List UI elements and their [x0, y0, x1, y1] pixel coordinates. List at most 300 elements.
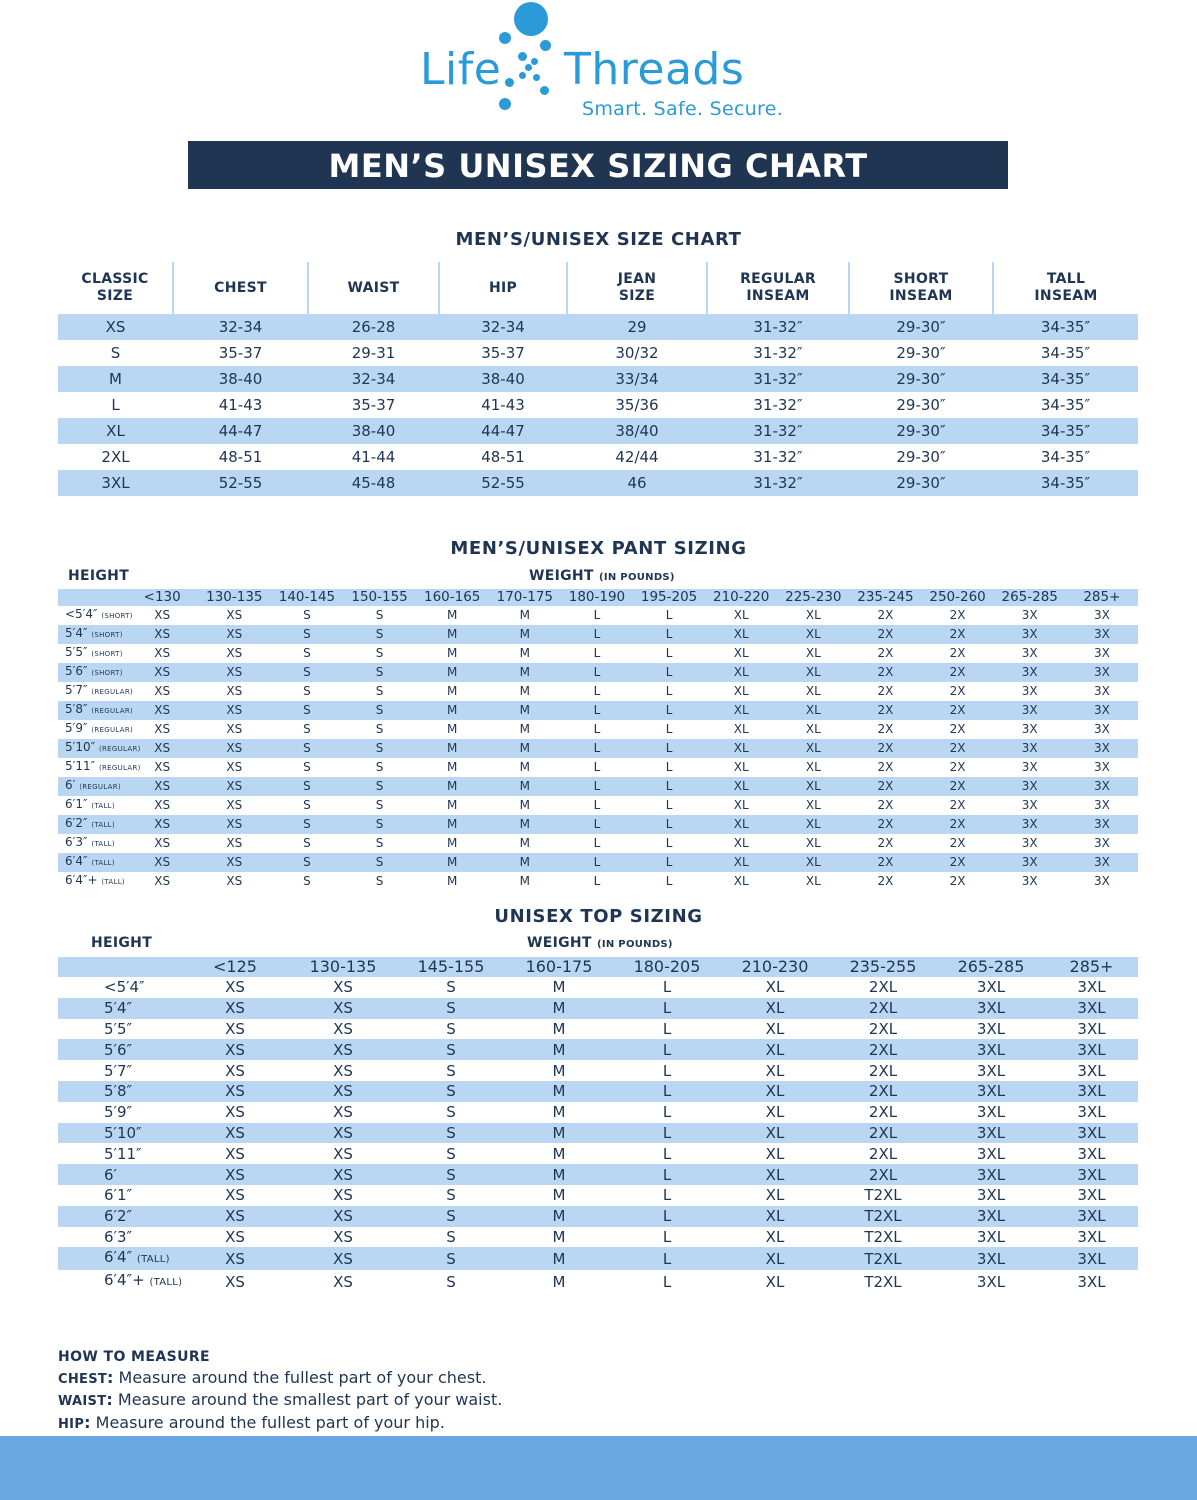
size-cell: M	[505, 1081, 613, 1102]
size-cell: 3X	[1093, 722, 1110, 736]
weight-header-cell: 150-155	[344, 589, 416, 606]
height-tag: (SHORT)	[91, 631, 123, 639]
height-value: 5′6″	[104, 1040, 133, 1059]
weight-header-cell: 180-190	[561, 589, 633, 606]
size-cell: M	[416, 853, 489, 872]
size-cell: L	[593, 760, 601, 774]
size-cell: L	[662, 1061, 672, 1080]
size-cell: L	[662, 1019, 672, 1038]
size-cell: M	[505, 1123, 613, 1144]
size-cell: L	[662, 1144, 672, 1163]
size-cell: 3XL	[1045, 1164, 1138, 1185]
size-cell: S	[303, 836, 311, 850]
height-value: 5′10″	[104, 1123, 142, 1142]
size-cell: L	[633, 739, 705, 758]
size-cell: 2X	[922, 853, 994, 872]
size-cell: XS	[226, 722, 243, 736]
size-cell: XL	[765, 1103, 785, 1122]
size-cell: L	[593, 798, 601, 812]
size-cell: 2X	[949, 874, 966, 888]
size-cell: 2X	[922, 739, 994, 758]
table-cell: 31-32″	[707, 366, 849, 392]
size-cell: 3X	[1066, 625, 1138, 644]
size-cell: 2XL	[868, 978, 898, 997]
size-cell: S	[303, 874, 311, 888]
size-cell: 3XL	[937, 1206, 1045, 1227]
size-cell: 3XL	[1045, 1123, 1138, 1144]
table-row	[58, 777, 1138, 796]
table-cell: L	[111, 396, 120, 414]
size-cell: M	[447, 684, 458, 698]
size-cell: 3X	[1021, 722, 1038, 736]
size-cell: XS	[225, 978, 245, 997]
size-cell: 2X	[877, 722, 894, 736]
weight-header-cell: 225-230	[777, 589, 849, 606]
size-cell: XL	[805, 836, 821, 850]
size-cell: XL	[721, 998, 829, 1019]
size-cell: XL	[765, 1186, 785, 1205]
size-cell: M	[447, 646, 458, 660]
size-cell: XS	[181, 1164, 289, 1185]
table-row	[58, 739, 1138, 758]
size-cell: L	[561, 663, 633, 682]
size-cell: L	[662, 1103, 672, 1122]
size-cell: M	[552, 978, 566, 997]
size-cell: S	[397, 1081, 505, 1102]
table-row	[58, 470, 1138, 496]
size-cell: L	[613, 998, 721, 1019]
weight-header-cell: 235-245	[849, 589, 921, 606]
height-cell	[58, 663, 126, 682]
height-cell	[58, 796, 126, 815]
size-cell: XS	[289, 1206, 397, 1227]
height-cell	[58, 1206, 181, 1227]
column-header-line: INSEAM	[1034, 288, 1098, 304]
table-cell: XL	[58, 418, 173, 444]
size-cell: XS	[333, 978, 353, 997]
size-cell: XS	[154, 874, 171, 888]
table-cell: 31-32″	[707, 470, 849, 496]
size-cell: L	[665, 608, 673, 622]
weight-header-cell: 285+	[1066, 589, 1138, 606]
size-cell: L	[593, 608, 601, 622]
size-cell: S	[270, 663, 343, 682]
size-cell: XS	[226, 836, 243, 850]
pant-weight-unit: (IN POUNDS)	[598, 572, 675, 583]
table-row	[58, 1039, 1138, 1060]
size-cell: 3X	[1066, 853, 1138, 872]
size-cell: M	[552, 1186, 566, 1205]
size-cell: 3X	[1093, 836, 1110, 850]
weight-header-cell: 235-255	[829, 957, 937, 977]
top-chart-title: UNISEX TOP SIZING	[494, 906, 703, 927]
table-row	[58, 418, 1138, 444]
table-row	[58, 1270, 1138, 1293]
size-cell: S	[397, 1039, 505, 1060]
size-cell: L	[633, 815, 705, 834]
height-cell	[58, 872, 126, 891]
size-cell: M	[489, 777, 561, 796]
size-cell: XS	[181, 1247, 289, 1270]
table-row	[58, 644, 1138, 663]
size-cell: XL	[705, 853, 777, 872]
size-cell: XS	[225, 1144, 245, 1163]
size-cell: XL	[805, 874, 821, 888]
table-cell: 38-40	[439, 366, 567, 392]
size-cell: 2X	[877, 798, 894, 812]
size-cell: M	[505, 1206, 613, 1227]
size-cell: 3XL	[937, 1039, 1045, 1060]
size-cell: 3X	[1093, 798, 1110, 812]
size-cell: XS	[198, 663, 270, 682]
size-cell: XS	[126, 739, 198, 758]
size-cell: S	[397, 1164, 505, 1185]
size-cell: T2XL	[864, 1272, 902, 1291]
size-cell: XL	[777, 739, 849, 758]
size-cell: XL	[777, 625, 849, 644]
weight-header-row	[58, 957, 1138, 977]
height-value: 6′1″	[65, 797, 88, 811]
height-value: 5′8″	[104, 1082, 133, 1101]
weight-header-cell: <125	[181, 957, 289, 977]
size-cell: S	[446, 1227, 456, 1246]
size-cell: L	[662, 1186, 672, 1205]
size-cell: L	[665, 646, 673, 660]
table-row	[58, 758, 1138, 777]
size-cell: M	[447, 722, 458, 736]
table-cell: 29-30″	[849, 418, 993, 444]
size-cell: 2X	[922, 663, 994, 682]
size-cell: S	[397, 1206, 505, 1227]
size-cell: XS	[181, 1206, 289, 1227]
table-row	[58, 1143, 1138, 1164]
size-cell: S	[375, 874, 384, 888]
table-cell: 35-37	[481, 344, 525, 362]
size-cell: 2XL	[868, 1019, 898, 1038]
size-cell: XS	[226, 684, 243, 698]
size-cell: L	[593, 646, 601, 660]
height-cell	[58, 739, 141, 758]
size-cell: S	[344, 625, 416, 644]
size-cell: 3XL	[1045, 1247, 1138, 1270]
pant-chart-title: MEN’S/UNISEX PANT SIZING	[450, 538, 747, 559]
size-cell: XS	[181, 998, 289, 1019]
size-cell: L	[561, 625, 633, 644]
size-cell: S	[344, 663, 416, 682]
weight-header-cell: 160-165	[416, 589, 489, 606]
size-cell: XS	[181, 1039, 289, 1060]
size-cell: XS	[226, 608, 243, 622]
size-cell: L	[593, 722, 601, 736]
size-cell: M	[416, 701, 489, 720]
weight-header-cell: 210-220	[705, 589, 777, 606]
weight-header-cell: 160-175	[505, 957, 613, 977]
size-cell: M	[447, 836, 458, 850]
table-cell: 29-30″	[849, 470, 993, 496]
size-cell: XS	[198, 815, 270, 834]
height-value: 5′11″	[65, 759, 96, 773]
table-cell: 31-32″	[753, 448, 803, 466]
height-cell	[58, 1081, 181, 1102]
size-cell: L	[662, 978, 672, 997]
size-cell: XL	[705, 777, 777, 796]
table-cell: XS	[58, 314, 173, 340]
size-cell: 3XL	[1077, 1061, 1106, 1080]
size-cell: S	[375, 608, 384, 622]
size-cell: XS	[154, 646, 171, 660]
size-cell: XL	[777, 777, 849, 796]
how-to-measure-title: HOW TO MEASURE	[58, 1349, 210, 1365]
height-cell	[58, 701, 134, 720]
size-cell: 3XL	[976, 1272, 1006, 1291]
size-chart-table	[58, 262, 1138, 496]
size-cell: S	[344, 739, 416, 758]
table-row	[58, 720, 1138, 739]
top-weight-unit: (IN POUNDS)	[596, 939, 673, 950]
column-header	[173, 262, 308, 314]
size-cell: 3X	[1093, 608, 1110, 622]
height-cell	[58, 1102, 181, 1123]
height-value: 6′1″	[104, 1186, 133, 1205]
size-cell: M	[416, 815, 489, 834]
table-cell: 44-47	[173, 418, 308, 444]
size-cell: M	[519, 760, 530, 774]
size-cell: XL	[765, 978, 785, 997]
size-cell: XL	[733, 874, 749, 888]
height-cell	[58, 682, 134, 701]
size-cell: M	[416, 663, 489, 682]
table-cell: 52-55	[439, 470, 567, 496]
size-cell: L	[593, 836, 601, 850]
measure-line-chest: CHEST: Measure around the fullest part of your chest.	[58, 1367, 487, 1387]
size-cell: S	[375, 722, 384, 736]
table-row	[58, 682, 1138, 701]
brand-logo	[0, 0, 1197, 130]
height-tag: (REGULAR)	[98, 745, 141, 753]
table-cell: 32-34	[173, 314, 308, 340]
size-cell: L	[593, 684, 601, 698]
size-cell: M	[552, 1019, 566, 1038]
size-cell: XS	[126, 853, 198, 872]
table-cell: 38/40	[567, 418, 707, 444]
column-header-line: CLASSIC	[81, 271, 149, 287]
size-cell: XS	[198, 853, 270, 872]
size-cell: L	[561, 701, 633, 720]
table-cell: 34-35″	[1040, 396, 1091, 414]
size-cell: 2X	[877, 874, 894, 888]
weight-header-cell: 170-175	[489, 589, 561, 606]
weight-header-cell: 210-230	[721, 957, 829, 977]
height-tag: (SHORT)	[101, 612, 133, 620]
table-cell: 38-40	[173, 366, 308, 392]
size-cell: S	[375, 760, 384, 774]
size-cell: XL	[765, 1272, 785, 1291]
size-cell: XS	[333, 1019, 353, 1038]
size-cell: M	[519, 684, 530, 698]
size-cell: XL	[805, 646, 821, 660]
column-header-line: TALL	[1046, 271, 1086, 287]
size-cell: XL	[733, 722, 749, 736]
logo-word-threads: Threads	[564, 44, 745, 95]
size-cell: 3XL	[1045, 998, 1138, 1019]
size-cell: 3XL	[937, 998, 1045, 1019]
size-cell: 2X	[922, 625, 994, 644]
size-cell: T2XL	[864, 1186, 902, 1205]
height-cell	[58, 834, 126, 853]
height-cell	[58, 720, 134, 739]
height-cell	[58, 758, 141, 777]
table-row	[58, 444, 1138, 470]
size-cell: 3XL	[1077, 1019, 1106, 1038]
corner-cell	[58, 957, 181, 977]
size-cell: S	[397, 1123, 505, 1144]
table-row	[58, 701, 1138, 720]
size-cell: S	[375, 836, 384, 850]
size-cell: L	[665, 836, 673, 850]
size-cell: 2X	[849, 625, 921, 644]
measure-line-hip: HIP: Measure around the fullest part of your hip.	[58, 1412, 445, 1432]
height-value: 5′5″	[104, 1019, 133, 1038]
size-cell: S	[446, 1186, 456, 1205]
size-cell: 3X	[1066, 701, 1138, 720]
height-cell	[58, 1164, 181, 1185]
column-header-line: REGULAR	[740, 271, 816, 287]
height-tag: (TALL)	[149, 1277, 183, 1289]
table-row	[58, 1227, 1138, 1248]
weight-header-cell: 130-135	[289, 957, 397, 977]
size-cell: XL	[733, 608, 749, 622]
size-cell: 2X	[849, 701, 921, 720]
table-cell: 48-51	[481, 448, 525, 466]
column-header-line: INSEAM	[746, 288, 810, 304]
size-cell: 3XL	[1045, 1039, 1138, 1060]
height-value: 5′7″	[104, 1061, 133, 1080]
height-tag: (SHORT)	[91, 669, 123, 677]
table-cell: 32-34	[439, 314, 567, 340]
size-cell: XS	[126, 701, 198, 720]
size-cell: 3X	[1021, 836, 1038, 850]
size-cell: XS	[289, 1247, 397, 1270]
table-cell: 32-34	[308, 366, 439, 392]
size-cell: XL	[765, 1144, 785, 1163]
size-cell: S	[303, 760, 311, 774]
size-cell: 3X	[994, 853, 1066, 872]
table-row	[58, 663, 1138, 682]
size-cell: XS	[126, 815, 198, 834]
size-cell: M	[447, 874, 458, 888]
size-cell: XS	[198, 701, 270, 720]
size-cell: XS	[126, 625, 198, 644]
size-cell: 2X	[877, 608, 894, 622]
size-cell: 3XL	[1077, 978, 1106, 997]
size-cell: S	[344, 815, 416, 834]
table-cell: 29-30″	[849, 366, 993, 392]
table-cell: 29	[567, 314, 707, 340]
table-cell: 3XL	[58, 470, 173, 496]
column-header	[567, 262, 707, 314]
size-cell: M	[505, 1164, 613, 1185]
size-cell: L	[662, 1227, 672, 1246]
size-cell: 3XL	[1077, 1227, 1106, 1246]
size-cell: XS	[225, 1272, 245, 1291]
size-cell: M	[552, 1144, 566, 1163]
size-cell: XS	[289, 1123, 397, 1144]
table-cell: 46	[567, 470, 707, 496]
pant-weight-label	[529, 568, 675, 584]
height-tag: (REGULAR)	[79, 783, 121, 791]
size-cell: 2X	[849, 777, 921, 796]
table-cell: 26-28	[308, 314, 439, 340]
size-cell: 3X	[994, 739, 1066, 758]
size-cell: 2X	[922, 701, 994, 720]
top-height-label: HEIGHT	[91, 935, 153, 951]
size-cell: XL	[705, 815, 777, 834]
height-cell	[58, 1123, 181, 1144]
height-cell	[58, 1060, 181, 1081]
weight-header-cell: 130-135	[198, 589, 270, 606]
size-cell: 3X	[1066, 739, 1138, 758]
table-cell: M	[58, 366, 173, 392]
size-cell: S	[397, 1247, 505, 1270]
size-cell: XL	[777, 815, 849, 834]
size-cell: 3XL	[976, 1061, 1006, 1080]
size-cell: L	[665, 874, 673, 888]
size-cell: 3XL	[937, 1081, 1045, 1102]
column-header	[993, 262, 1138, 314]
size-cell: 2XL	[829, 1123, 937, 1144]
weight-header-cell: 195-205	[633, 589, 705, 606]
size-cell: L	[561, 777, 633, 796]
height-value: 6′3″	[65, 835, 88, 849]
size-cell: XS	[154, 836, 171, 850]
size-cell: 3XL	[937, 1123, 1045, 1144]
size-cell: XL	[721, 1247, 829, 1270]
column-header-line: INSEAM	[889, 288, 953, 304]
size-cell: XL	[705, 625, 777, 644]
size-cell: L	[662, 1272, 672, 1291]
size-cell: 3X	[994, 625, 1066, 644]
height-cell	[58, 1019, 181, 1040]
height-tag: (TALL)	[91, 802, 115, 810]
size-cell: 3XL	[976, 1186, 1006, 1205]
size-cell: M	[489, 815, 561, 834]
size-cell: L	[633, 701, 705, 720]
size-cell: XS	[126, 777, 198, 796]
table-cell: 34-35″	[1040, 448, 1091, 466]
table-cell: 35-37	[218, 344, 263, 362]
size-cell: 3X	[1066, 815, 1138, 834]
size-cell: S	[344, 777, 416, 796]
size-cell: 2X	[877, 684, 894, 698]
height-value: <5′4″	[65, 607, 98, 621]
column-header	[58, 262, 173, 314]
table-cell: 38-40	[308, 418, 439, 444]
table-cell: 31-32″	[707, 418, 849, 444]
height-cell	[58, 644, 126, 663]
height-value: 6′2″	[65, 816, 88, 830]
table-row	[58, 998, 1138, 1019]
size-cell: S	[303, 684, 311, 698]
size-cell: 2X	[922, 815, 994, 834]
height-value: 5′9″	[104, 1103, 133, 1122]
table-cell: 31-32″	[707, 314, 849, 340]
weight-header-cell: 265-285	[994, 589, 1066, 606]
size-cell: 2X	[849, 663, 921, 682]
size-cell: XS	[333, 1061, 353, 1080]
size-cell: L	[633, 663, 705, 682]
weight-header-row	[58, 589, 1138, 606]
size-cell: M	[447, 760, 458, 774]
